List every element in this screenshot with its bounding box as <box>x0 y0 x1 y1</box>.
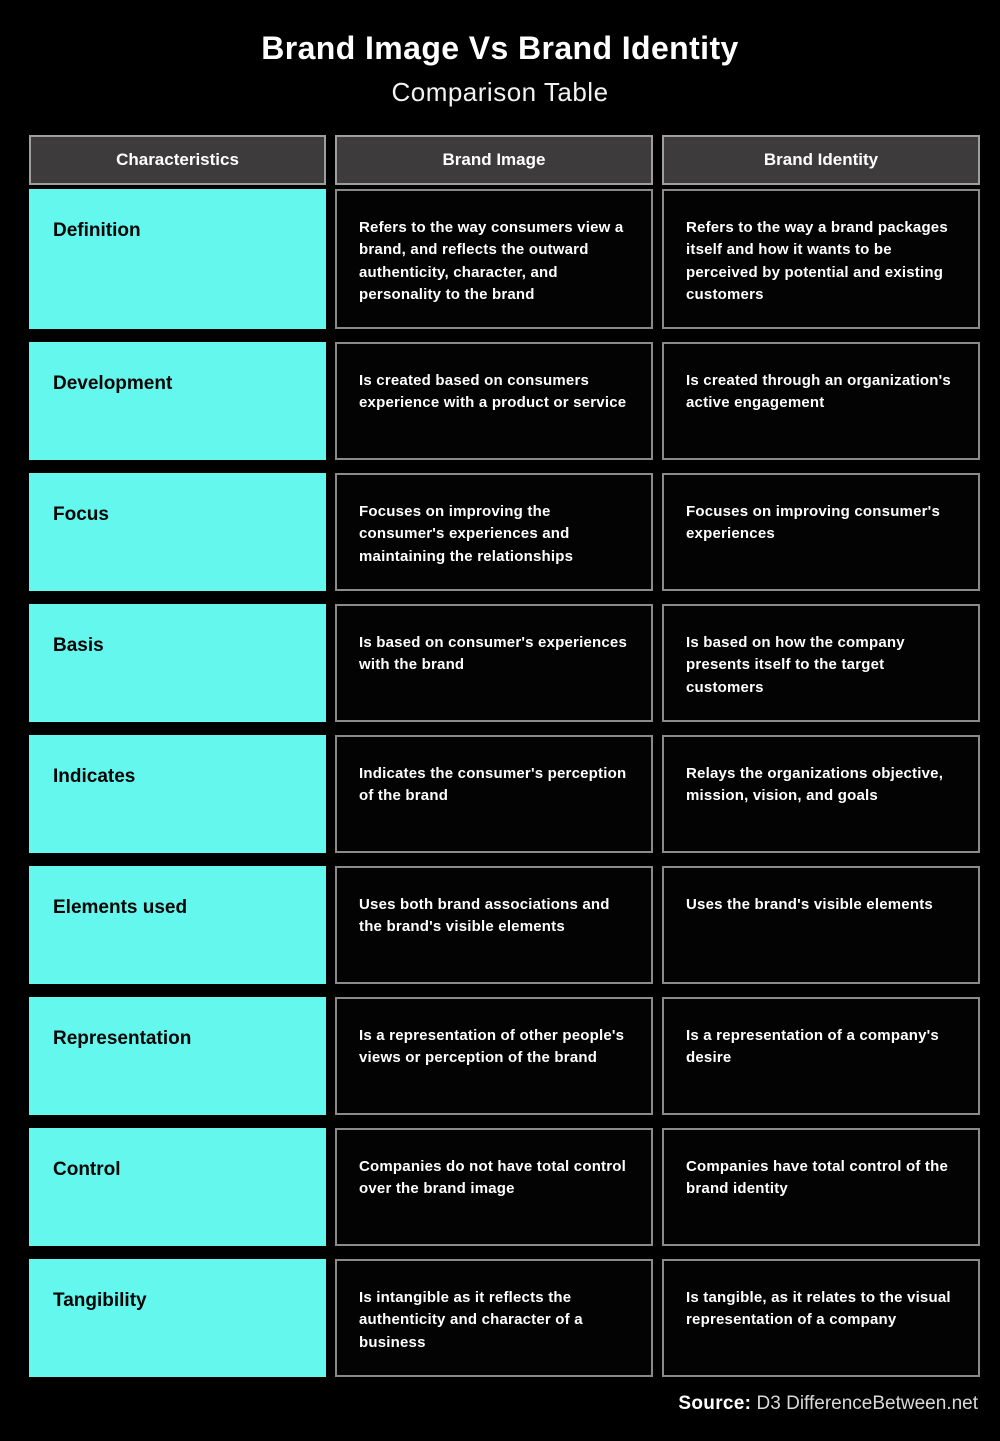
source-line <box>0 1393 1000 1415</box>
table-body <box>29 189 977 1377</box>
table-row <box>29 473 977 591</box>
brand-image-cell: Is created based on consumers experience with a product or service <box>335 342 653 460</box>
brand-identity-cell: Relays the organizations objective, mission, vision, and goals <box>662 735 980 853</box>
characteristic-cell: Control <box>29 1128 326 1246</box>
brand-identity-cell: Refers to the way a brand packages itself and how it wants to be perceived by potential and existing customers <box>662 189 980 329</box>
table-row <box>29 604 977 722</box>
table-row <box>29 735 977 853</box>
table-row <box>29 189 977 329</box>
brand-identity-cell: Is created through an organization's active engagement <box>662 342 980 460</box>
characteristic-cell: Basis <box>29 604 326 722</box>
table-row <box>29 1259 977 1377</box>
page-subtitle: Comparison Table <box>391 76 609 107</box>
characteristic-cell: Development <box>29 342 326 460</box>
characteristic-cell: Tangibility <box>29 1259 326 1377</box>
characteristic-cell: Definition <box>29 189 326 329</box>
brand-identity-cell: Is based on how the company presents itself to the target customers <box>662 604 980 722</box>
table-row <box>29 866 977 984</box>
header-cell-characteristics: Characteristics <box>29 135 326 185</box>
characteristic-cell: Representation <box>29 997 326 1115</box>
characteristic-cell: Indicates <box>29 735 326 853</box>
table-row <box>29 1128 977 1246</box>
brand-image-cell: Refers to the way consumers view a brand, and reflects the outward authenticity, character, and personality to the brand <box>335 189 653 329</box>
characteristic-cell: Elements used <box>29 866 326 984</box>
source-value: D3 DifferenceBetween.net <box>751 1392 978 1414</box>
page-title: Brand Image Vs Brand Identity <box>261 30 739 66</box>
header-cell-brand-identity: Brand Identity <box>662 135 980 185</box>
brand-identity-cell: Focuses on improving consumer's experiences <box>662 473 980 591</box>
brand-image-cell: Companies do not have total control over the brand image <box>335 1128 653 1246</box>
table-row <box>29 997 977 1115</box>
comparison-table <box>29 135 977 1377</box>
brand-image-cell: Is a representation of other people's views or perception of the brand <box>335 997 653 1115</box>
table-row <box>29 342 977 460</box>
source-label: Source: <box>678 1392 752 1414</box>
brand-image-cell: Indicates the consumer's perception of the brand <box>335 735 653 853</box>
brand-identity-cell: Companies have total control of the brand identity <box>662 1128 980 1246</box>
brand-image-cell: Is based on consumer's experiences with the brand <box>335 604 653 722</box>
brand-image-cell: Focuses on improving the consumer's experiences and maintaining the relationships <box>335 473 653 591</box>
brand-image-cell: Uses both brand associations and the brand's visible elements <box>335 866 653 984</box>
characteristic-cell: Focus <box>29 473 326 591</box>
brand-image-cell: Is intangible as it reflects the authenticity and character of a business <box>335 1259 653 1377</box>
table-header-row <box>29 135 977 185</box>
brand-identity-cell: Is tangible, as it relates to the visual representation of a company <box>662 1259 980 1377</box>
brand-identity-cell: Is a representation of a company's desire <box>662 997 980 1115</box>
brand-identity-cell: Uses the brand's visible elements <box>662 866 980 984</box>
header-cell-brand-image: Brand Image <box>335 135 653 185</box>
